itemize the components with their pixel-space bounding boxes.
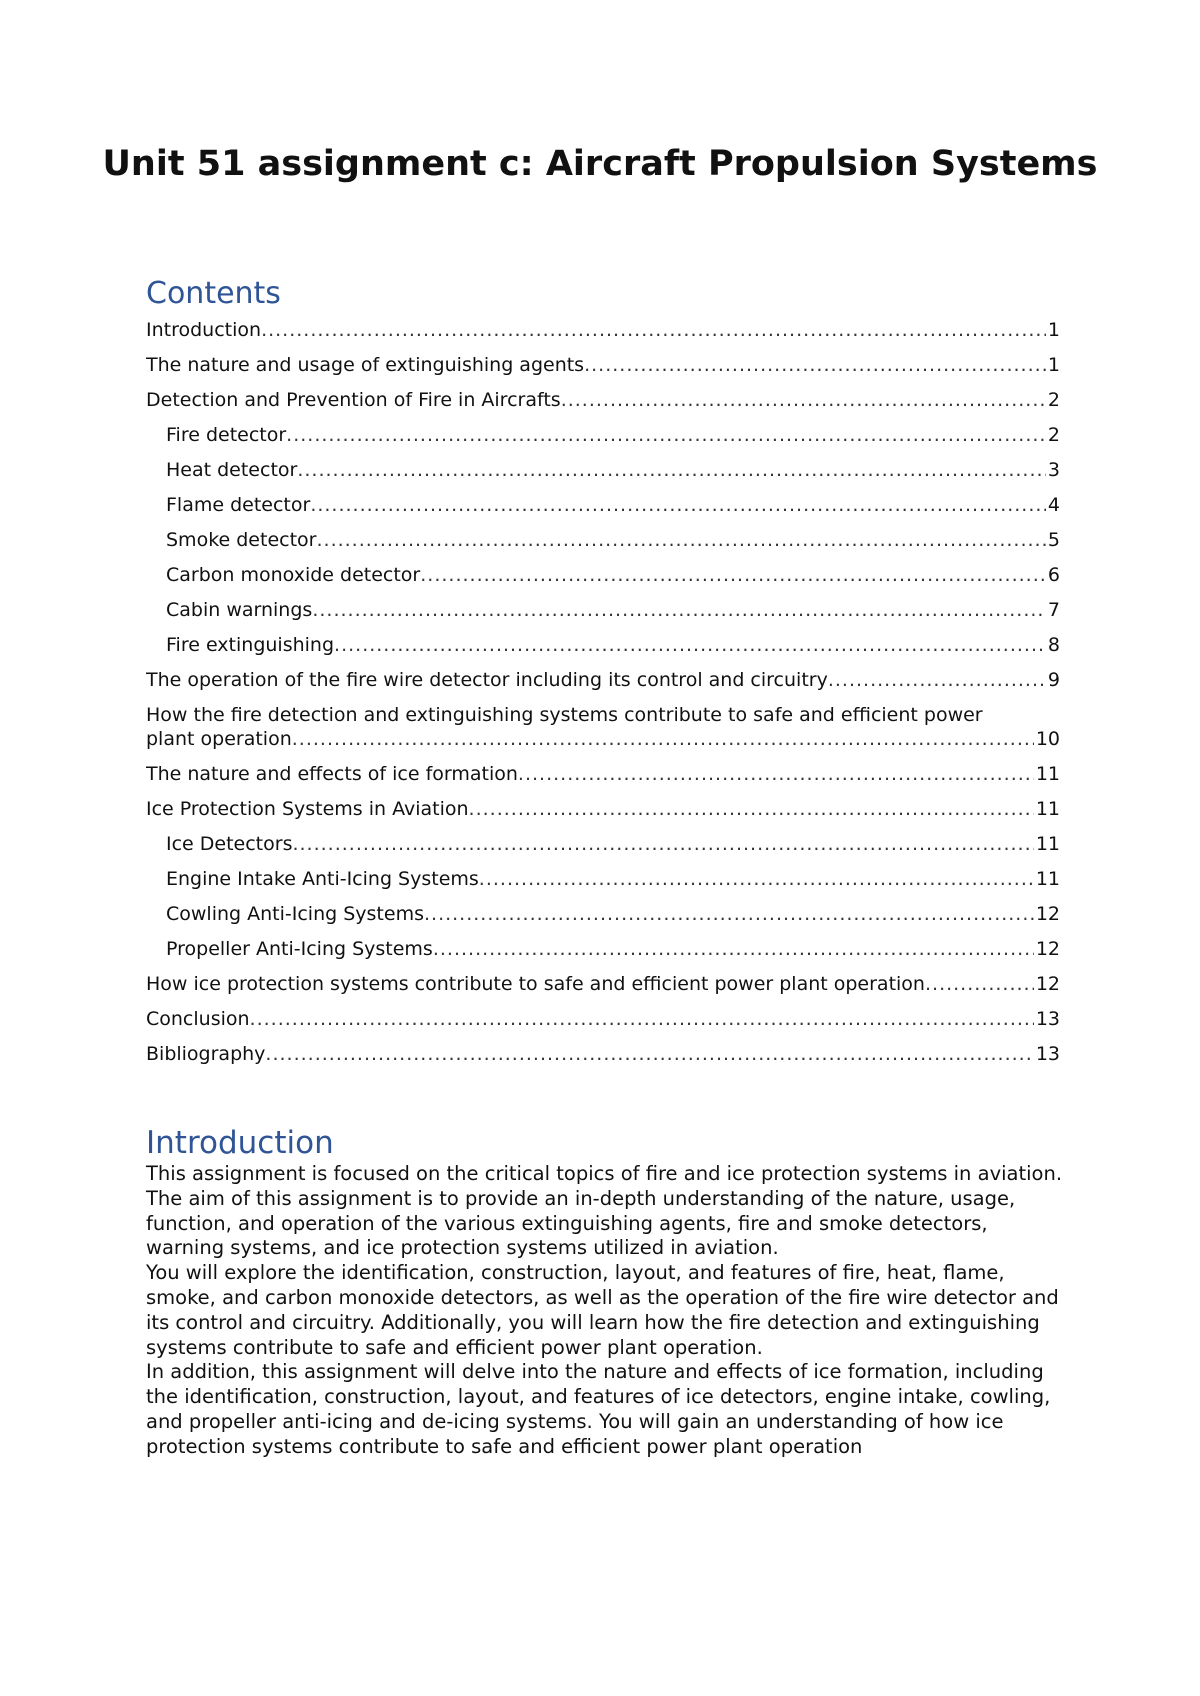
toc-entry-text: Heat detector <box>166 459 298 481</box>
toc-entry-ice-detectors[interactable] <box>146 832 1060 856</box>
toc-page-number: 13 <box>1035 1043 1060 1065</box>
toc-entry-text: Introduction <box>146 319 262 341</box>
introduction-paragraph: You will explore the identification, construction, layout, and features of fire, heat, flame, smoke, and carbon monoxide detectors, as well as the operation of the fire wire detector and its control and circuitry. Additionally, you will learn how the fire detection and extinguishing systems contribute to safe and efficient power plant operation. <box>146 1261 1059 1359</box>
toc-entry-fire-extinguishing[interactable] <box>146 633 1060 657</box>
toc-dot-leader <box>316 528 1045 552</box>
toc-page-number: 2 <box>1047 424 1060 446</box>
toc-page-number: 11 <box>1035 763 1060 785</box>
toc-dot-leader <box>297 458 1046 482</box>
toc-entry-fire-systems-contribution[interactable] <box>146 703 1060 751</box>
toc-entry-fire-wire-detector[interactable] <box>146 668 1060 692</box>
introduction-paragraph: This assignment is focused on the critical topics of fire and ice protection systems in aviation. <box>146 1162 1063 1185</box>
toc-dot-leader <box>292 832 1033 856</box>
toc-page-number: 8 <box>1047 634 1060 656</box>
toc-dot-leader <box>334 633 1046 657</box>
toc-dot-leader <box>469 797 1034 821</box>
toc-dot-leader <box>561 388 1046 412</box>
toc-entry-smoke-detector[interactable] <box>146 528 1060 552</box>
toc-entry-cabin-warnings[interactable] <box>146 598 1060 622</box>
toc-dot-leader <box>479 867 1034 891</box>
toc-page-number: 6 <box>1047 564 1060 586</box>
toc-page-number: 2 <box>1047 389 1060 411</box>
toc-page-number: 10 <box>1035 728 1060 750</box>
contents-heading: Contents <box>146 276 281 311</box>
toc-page-number: 12 <box>1035 903 1060 925</box>
toc-entry-text-continued: plant operation <box>146 728 292 750</box>
toc-page-number: 7 <box>1047 599 1060 621</box>
toc-page-number: 4 <box>1047 494 1060 516</box>
toc-dot-leader <box>310 493 1046 517</box>
toc-entry-text: Ice Protection Systems in Aviation <box>146 798 469 820</box>
toc-entry-ice-protection-systems[interactable] <box>146 797 1060 821</box>
introduction-body <box>146 1162 1066 1460</box>
toc-page-number: 11 <box>1035 868 1060 890</box>
toc-entry-text: The nature and usage of extinguishing agents <box>146 354 585 376</box>
toc-entry-text: The operation of the fire wire detector including its control and circuitry <box>146 669 828 691</box>
toc-entry-cowling-anti-icing[interactable] <box>146 902 1060 926</box>
toc-entry-text: Bibliography <box>146 1043 266 1065</box>
toc-dot-leader <box>312 598 1046 622</box>
toc-entry-text: Flame detector <box>166 494 311 516</box>
introduction-paragraph: In addition, this assignment will delve into the nature and effects of ice formation, including the identification, construction, layout, and features of ice detectors, engine intake, cowling, and propeller anti-icing and de-icing systems. You will gain an understanding of how ice protection systems contribute to safe and efficient power plant operation <box>146 1360 1051 1458</box>
toc-dot-leader <box>420 563 1046 587</box>
toc-page-number: 1 <box>1047 354 1060 376</box>
toc-entry-text: Cabin warnings <box>166 599 313 621</box>
toc-entry-heat-detector[interactable] <box>146 458 1060 482</box>
toc-entry-text: Propeller Anti-Icing Systems <box>166 938 433 960</box>
toc-page-number: 9 <box>1047 669 1060 691</box>
toc-entry-text: Smoke detector <box>166 529 317 551</box>
toc-page-number: 11 <box>1035 833 1060 855</box>
toc-page-number: 5 <box>1047 529 1060 551</box>
toc-entry-text: Conclusion <box>146 1008 250 1030</box>
toc-dot-leader <box>261 318 1046 342</box>
toc-page-number: 11 <box>1035 798 1060 820</box>
toc-entry-conclusion[interactable] <box>146 1007 1060 1031</box>
toc-entry-bibliography[interactable] <box>146 1042 1060 1066</box>
toc-entry-ice-systems-contribution[interactable] <box>146 972 1060 996</box>
toc-entry-text: Fire detector <box>166 424 287 446</box>
toc-dot-leader <box>424 902 1034 926</box>
toc-dot-leader <box>828 668 1046 692</box>
toc-entry-propeller-anti-icing[interactable] <box>146 937 1060 961</box>
toc-dot-leader <box>265 1042 1033 1066</box>
toc-entry-fire-detector[interactable] <box>146 423 1060 447</box>
toc-page-number: 1 <box>1047 319 1060 341</box>
toc-entry-text: Fire extinguishing <box>166 634 335 656</box>
toc-dot-leader <box>250 1007 1034 1031</box>
toc-dot-leader <box>584 353 1046 377</box>
toc-dot-leader <box>433 937 1034 961</box>
toc-entry-flame-detector[interactable] <box>146 493 1060 517</box>
toc-page-number: 3 <box>1047 459 1060 481</box>
toc-entry-text: Ice Detectors <box>166 833 293 855</box>
toc-entry-introduction[interactable] <box>146 318 1060 342</box>
toc-dot-leader <box>925 972 1034 996</box>
toc-page-number: 13 <box>1035 1008 1060 1030</box>
introduction-paragraph: The aim of this assignment is to provide an in-depth understanding of the nature, usage, function, and operation of the various extinguishing agents, fire and smoke detectors, warning systems, and ice protection systems utilized in aviation. <box>146 1186 1016 1260</box>
toc-page-number: 12 <box>1035 938 1060 960</box>
toc-entry-engine-intake-anti-icing[interactable] <box>146 867 1060 891</box>
toc-entry-detection-prevention[interactable] <box>146 388 1060 412</box>
toc-entry-text: Detection and Prevention of Fire in Aircrafts <box>146 389 561 411</box>
toc-entry-text: How the fire detection and extinguishing systems contribute to safe and efficient power <box>146 704 983 726</box>
toc-entry-text: The nature and effects of ice formation <box>146 763 518 785</box>
toc-dot-leader <box>518 762 1034 786</box>
toc-page-number: 12 <box>1035 973 1060 995</box>
toc-entry-line2 <box>146 727 1060 751</box>
toc-entry-text: How ice protection systems contribute to safe and efficient power plant operation <box>146 973 925 995</box>
document-title: Unit 51 assignment c: Aircraft Propulsion Systems <box>102 144 1098 184</box>
toc-entry-text: Cowling Anti-Icing Systems <box>166 903 424 925</box>
toc-dot-leader <box>286 423 1046 447</box>
toc-entry-carbon-monoxide-detector[interactable] <box>146 563 1060 587</box>
table-of-contents <box>146 318 1060 1077</box>
toc-entry-ice-formation[interactable] <box>146 762 1060 786</box>
introduction-heading: Introduction <box>146 1125 334 1161</box>
toc-dot-leader <box>292 727 1034 751</box>
toc-entry-text: Engine Intake Anti-Icing Systems <box>166 868 479 890</box>
toc-entry-text: Carbon monoxide detector <box>166 564 421 586</box>
toc-entry-extinguishing-agents[interactable] <box>146 353 1060 377</box>
